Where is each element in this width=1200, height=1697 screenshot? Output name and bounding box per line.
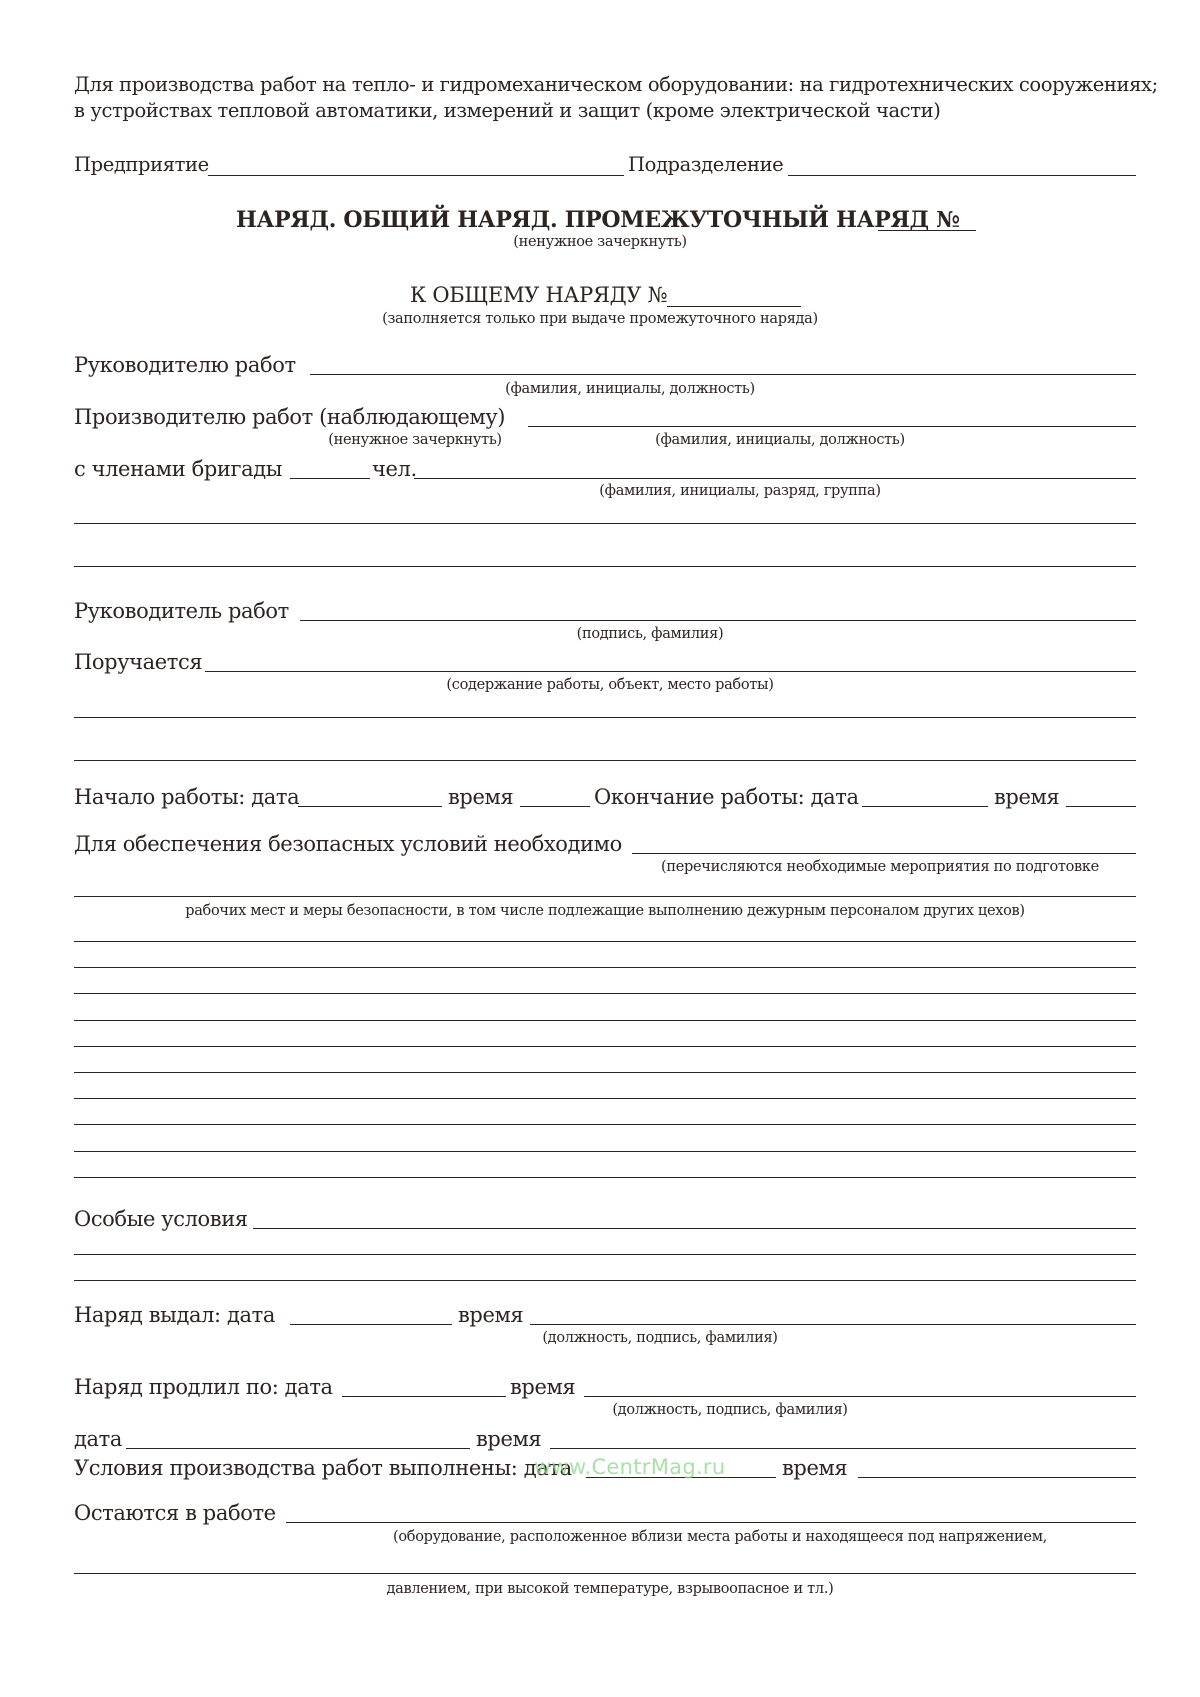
- issued-time-signature-field[interactable]: [530, 1324, 1136, 1325]
- safety-blank-line[interactable]: [74, 993, 1136, 994]
- assigned-hint: (содержание работы, объект, место работы): [446, 677, 774, 693]
- general-order-title: К ОБЩЕМУ НАРЯДУ №: [410, 283, 668, 307]
- remaining-label: Остаются в работе: [74, 1501, 276, 1525]
- safety-hint-2: рабочих мест и меры безопасности, в том числе подлежащие выполнению дежурным персоналом других цехов): [185, 903, 1025, 919]
- special-conditions-line-2[interactable]: [74, 1254, 1136, 1255]
- safety-hint-1: (перечисляются необходимые мероприятия по подготовке: [661, 859, 1099, 875]
- form-title: НАРЯД. ОБЩИЙ НАРЯД. ПРОМЕЖУТОЧНЫЙ НАРЯД №: [236, 207, 960, 233]
- assigned-field[interactable]: [205, 671, 1136, 672]
- safety-field[interactable]: [632, 853, 1136, 854]
- intro-line-1: Для производства работ на тепло- и гидромеханическом оборудовании: на гидротехнических сооружениях;: [74, 73, 1158, 96]
- work-producer-field[interactable]: [528, 426, 1136, 427]
- end-time-field[interactable]: [1066, 806, 1136, 807]
- special-conditions-line-3[interactable]: [74, 1280, 1136, 1281]
- issued-hint: (должность, подпись, фамилия): [542, 1330, 778, 1346]
- extended-date-2-field[interactable]: [126, 1448, 470, 1449]
- work-producer-label: Производителю работ (наблюдающему): [74, 405, 506, 429]
- subdivision-label: Подразделение: [628, 153, 784, 176]
- extended-hint: (должность, подпись, фамилия): [612, 1402, 848, 1418]
- remaining-hint-2: давлением, при высокой температуре, взрывоопасное и тл.): [386, 1581, 834, 1597]
- brigade-hint: (фамилия, инициалы, разряд, группа): [599, 483, 881, 499]
- issued-time-label: время: [458, 1303, 524, 1327]
- manager-sign-label: Руководитель работ: [74, 599, 289, 623]
- safety-line-2[interactable]: [74, 896, 1136, 897]
- completed-time-label: время: [782, 1456, 848, 1480]
- watermark: www.CentrMag.ru: [534, 1455, 726, 1479]
- assigned-line-3[interactable]: [74, 760, 1136, 761]
- remaining-hint-1: (оборудование, расположенное вблизи места работы и находящееся под напряжением,: [392, 1529, 1047, 1545]
- enterprise-field[interactable]: [208, 175, 624, 176]
- end-date-field[interactable]: [862, 806, 988, 807]
- safety-label: Для обеспечения безопасных условий необходимо: [74, 832, 622, 856]
- start-time-field[interactable]: [520, 806, 590, 807]
- extended-date-2-label: дата: [74, 1427, 122, 1451]
- safety-blank-line[interactable]: [74, 1020, 1136, 1021]
- assigned-label: Поручается: [74, 650, 203, 674]
- safety-blank-line[interactable]: [74, 967, 1136, 968]
- brigade-members-field[interactable]: [414, 478, 1136, 479]
- subdivision-field[interactable]: [788, 175, 1136, 176]
- extended-time-2-label: время: [476, 1427, 542, 1451]
- safety-blank-line[interactable]: [74, 1124, 1136, 1125]
- issued-date-field[interactable]: [290, 1324, 452, 1325]
- special-conditions-field[interactable]: [253, 1228, 1136, 1229]
- work-manager-field[interactable]: [310, 374, 1136, 375]
- order-number-field[interactable]: [878, 230, 976, 231]
- enterprise-label: Предприятие: [74, 153, 209, 176]
- brigade-count-field[interactable]: [290, 478, 370, 479]
- work-manager-label: Руководителю работ: [74, 353, 296, 377]
- start-time-label: время: [448, 785, 514, 809]
- safety-blank-line[interactable]: [74, 1151, 1136, 1152]
- brigade-members-line-2[interactable]: [74, 523, 1136, 524]
- title-hint: (ненужное зачеркнуть): [513, 234, 687, 250]
- safety-blank-line[interactable]: [74, 1046, 1136, 1047]
- extended-time-2-field[interactable]: [550, 1448, 1136, 1449]
- work-producer-hint-left: (ненужное зачеркнуть): [328, 432, 502, 448]
- safety-blank-line[interactable]: [74, 1177, 1136, 1178]
- manager-sign-hint: (подпись, фамилия): [576, 626, 724, 642]
- end-date-label: Окончание работы: дата: [594, 785, 859, 809]
- extended-date-label: Наряд продлил по: дата: [74, 1375, 333, 1399]
- assigned-line-2[interactable]: [74, 717, 1136, 718]
- general-order-number-field[interactable]: [667, 306, 801, 307]
- brigade-label: с членами бригады: [74, 457, 283, 481]
- safety-blank-line[interactable]: [74, 1098, 1136, 1099]
- remaining-line-2[interactable]: [74, 1573, 1136, 1574]
- extended-time-label: время: [510, 1375, 576, 1399]
- start-date-label: Начало работы: дата: [74, 785, 300, 809]
- completed-date-label: Условия производства работ выполнены: дата: [74, 1456, 572, 1480]
- extended-date-field[interactable]: [342, 1396, 506, 1397]
- brigade-members-line-3[interactable]: [74, 566, 1136, 567]
- brigade-unit: чел.: [372, 457, 417, 481]
- safety-blank-line[interactable]: [74, 1072, 1136, 1073]
- manager-sign-field[interactable]: [300, 620, 1136, 621]
- extended-time-signature-field[interactable]: [584, 1396, 1136, 1397]
- work-manager-hint: (фамилия, инициалы, должность): [505, 381, 755, 397]
- issued-date-label: Наряд выдал: дата: [74, 1303, 275, 1327]
- safety-blank-line[interactable]: [74, 941, 1136, 942]
- work-producer-hint-right: (фамилия, инициалы, должность): [655, 432, 905, 448]
- completed-time-field[interactable]: [858, 1477, 1136, 1478]
- start-date-field[interactable]: [298, 806, 442, 807]
- remaining-field[interactable]: [286, 1522, 1136, 1523]
- intro-line-2: в устройствах тепловой автоматики, измерений и защит (кроме электрической части): [74, 99, 941, 122]
- general-order-hint: (заполняется только при выдаче промежуточного наряда): [382, 311, 818, 327]
- special-conditions-label: Особые условия: [74, 1207, 248, 1231]
- end-time-label: время: [994, 785, 1060, 809]
